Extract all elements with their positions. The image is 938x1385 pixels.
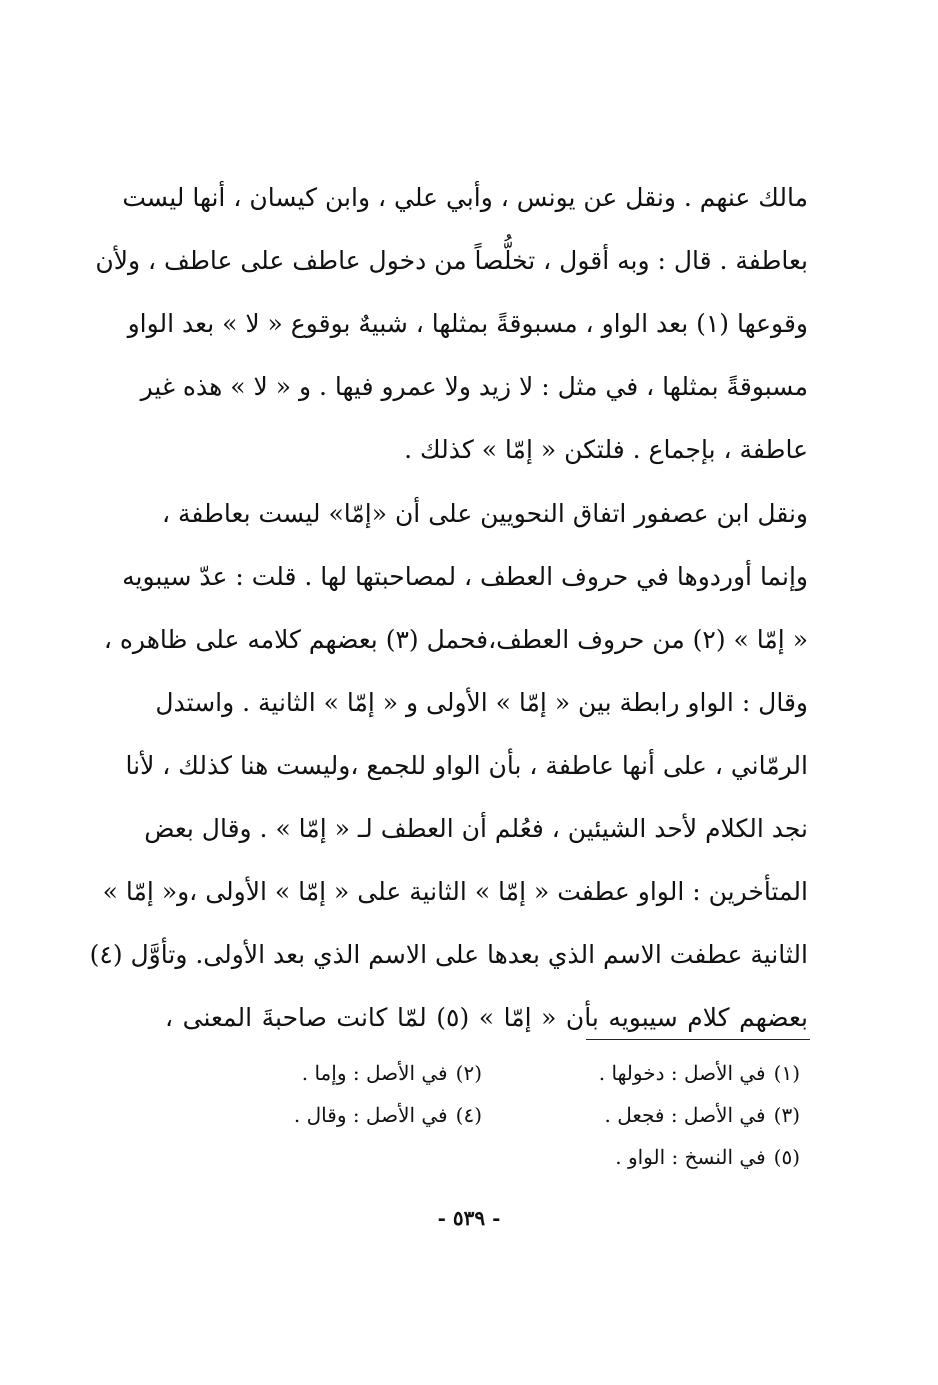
- footnote-number: (١): [773, 1061, 800, 1085]
- footnote-3: [482, 1094, 800, 1136]
- footnote-1: [482, 1052, 800, 1094]
- text-line: بعضهم كلام سيبويه بأن « إمّا » (٥) لمّا كانت صاحبةَ المعنى ،: [165, 1003, 808, 1032]
- text-line: عاطفة ، بإجماع . فلتكن « إمّا » كذلك .: [404, 435, 808, 464]
- footnote-4: [240, 1094, 482, 1136]
- text-line: مالك عنهم . ونقل عن يونس ، وأبي علي ، وابن كيسان ، أنها ليست: [122, 183, 808, 212]
- text-line: وقال : الواو رابطة بين « إمّا » الأولى و « إمّا » الثانية . واستدل: [155, 688, 808, 717]
- footnote-number: (٥): [773, 1145, 800, 1169]
- text-line: بعاطفة . قال : وبه أقول ، تخلُّصاً من دخول عاطف على عاطف ، ولأن: [95, 246, 808, 275]
- page-number: - ٥٣٩ -: [437, 1206, 501, 1230]
- text-line: نجد الكلام لأحد الشيئين ، فعُلم أن العطف لـ « إمّا » . وقال بعض: [144, 814, 808, 843]
- footnote-number: (٣): [773, 1103, 800, 1127]
- footnote-row: [240, 1094, 800, 1136]
- footnote-text: في النسخ : الواو .: [615, 1145, 766, 1169]
- footnote-text: في الأصل : وإما .: [301, 1061, 448, 1085]
- footnote-number: (٤): [455, 1103, 482, 1127]
- text-line: مسبوقةً بمثلها ، في مثل : لا زيد ولا عمرو فيها . و « لا » هذه غير: [140, 372, 808, 401]
- text-line: وإنما أوردوها في حروف العطف ، لمصاحبتها لها . قلت : عدّ سيبويه: [122, 562, 808, 591]
- text-line: المتأخرين : الواو عطفت « إمّا » الثانية على « إمّا » الأولى ،و« إمّا »: [102, 877, 808, 906]
- footnote-text: في الأصل : دخولها .: [598, 1061, 766, 1085]
- footnote-2: [240, 1052, 482, 1094]
- footnote-text: في الأصل : فجعل .: [604, 1103, 766, 1127]
- text-line: ونقل ابن عصفور اتفاق النحويين على أن «إمّا» ليست بعاطفة ،: [161, 499, 808, 528]
- paragraph-1: [95, 166, 808, 481]
- footnote-row: [240, 1052, 800, 1094]
- text-line: وقوعها (١) بعد الواو ، مسبوقةً بمثلها ، شبيهٌ بوقوع « لا » بعد الواو: [127, 309, 808, 338]
- footnote-divider: [586, 1039, 810, 1040]
- footnotes: [240, 1052, 800, 1178]
- text-line: « إمّا » (٢) من حروف العطف،فحمل (٣) بعضهم كلامه على ظاهره ،: [103, 625, 808, 654]
- footnote-5: [482, 1136, 800, 1178]
- footnote-number: (٢): [455, 1061, 482, 1085]
- text-line: الثانية عطفت الاسم الذي بعدها على الاسم الذي بعد الأولى. وتأوَّل (٤): [89, 940, 808, 969]
- text-line: الرمّاني ، على أنها عاطفة ، بأن الواو للجمع ،وليست هنا كذلك ، لأنا: [125, 751, 808, 780]
- footnote-row: [240, 1136, 800, 1178]
- paragraph-2: [89, 482, 808, 1049]
- footnote-text: في الأصل : وقال .: [293, 1103, 448, 1127]
